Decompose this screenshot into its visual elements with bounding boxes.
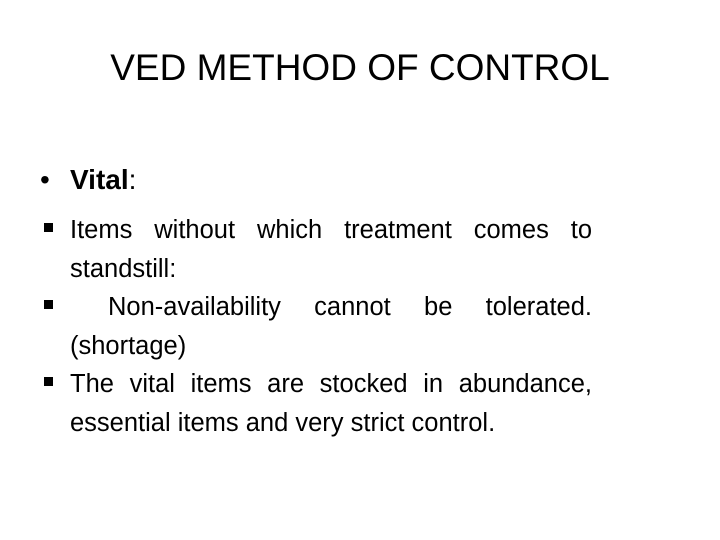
heading-term: Vital	[70, 164, 129, 195]
bullet-dot-icon: •	[40, 164, 50, 195]
list-item-text: The vital items are stocked in abundance, essential items and very strict control.	[70, 370, 592, 437]
heading-text	[70, 160, 136, 200]
list-item-text: Items without which treatment comes to standstill:	[70, 216, 592, 283]
list-item	[44, 211, 592, 288]
list-item	[44, 365, 592, 442]
square-bullet-icon	[44, 288, 62, 327]
square-bullet-icon	[44, 365, 62, 404]
list-item-text: Non-availability cannot be tolerated.(shortage)	[70, 293, 592, 360]
slide-title: VED METHOD OF CONTROL	[110, 47, 610, 88]
heading-suffix: :	[128, 164, 137, 195]
list-item	[44, 288, 592, 365]
bullet-list	[44, 211, 592, 442]
square-bullet-icon	[44, 211, 62, 250]
vital-heading	[40, 160, 600, 200]
